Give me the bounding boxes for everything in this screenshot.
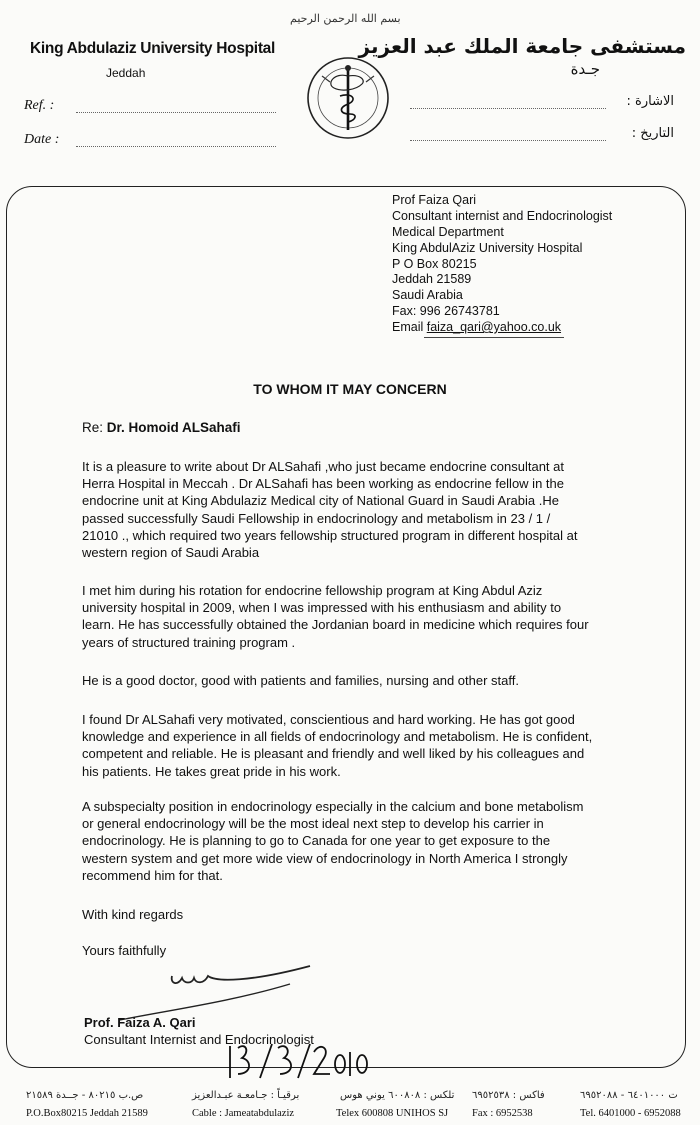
paragraph-line: passed successfully Saudi Fellowship in endocrinology and metabolism in 23 / 1 / — [82, 510, 551, 526]
footer-telex-ar: تلكس : ٦٠٠٨٠٨ يوني هوس — [340, 1090, 455, 1101]
email-link[interactable]: faiza_qari@yahoo.co.uk — [426, 320, 562, 335]
paragraph-line: university hospital in 2009, when I was impressed with his enthusiasm and ability to — [82, 600, 562, 616]
paragraph-line: He is a good doctor, good with patients and families, nursing and other staff. — [82, 673, 519, 688]
paragraph-line: years of structured training program . — [82, 634, 296, 650]
footer-cable-ar: برقيـاً : جـامعـة عبـدالعزيز — [192, 1090, 300, 1101]
paragraph-line: I found Dr ALSahafi very motivated, conscientious and hard working. He has got good — [82, 712, 575, 727]
footer-tel-ar: ت ٦٤٠١٠٠٠ - ٦٩٥٢٠٨٨ — [580, 1090, 678, 1101]
email-underline — [424, 337, 564, 338]
re-name: Dr. Homoid ALSahafi — [106, 420, 241, 435]
footer-pobox-ar: ص.ب ٨٠٢١٥ - جــدة ٢١٥٨٩ — [26, 1090, 144, 1101]
paragraph-line: competent and reliable. He is pleasant and friendly and well liked by his colleagues and — [82, 746, 585, 762]
footer-fax-ar: فاكس : ٦٩٥٢٥٣٨ — [472, 1090, 545, 1101]
sender-line: Jeddah 21589 — [392, 272, 472, 287]
hospital-seal-logo — [304, 54, 392, 142]
footer-telex: Telex 600808 UNIHOS SJ — [336, 1108, 449, 1119]
sender-line: Saudi Arabia — [392, 288, 463, 303]
email-label: Email — [392, 320, 427, 335]
paragraph-line: endocrine unit at King Abdulaziz Medical city of National Guard in Saudi Arabia .He — [82, 493, 559, 509]
paragraph-line: Herra Hospital in Meccah . Dr ALSahafi has been working as endocrine fellow in the — [82, 476, 564, 492]
footer-tel: Tel. 6401000 - 6952088 — [580, 1108, 681, 1119]
sender-line: Medical Department — [392, 224, 504, 239]
footer-cable: Cable : Jameatabdulaziz — [192, 1108, 295, 1119]
re-label: Re: — [82, 420, 107, 435]
paragraph-4 — [82, 711, 642, 780]
sender-address — [392, 193, 612, 336]
paragraph-line: endocrinology. He is planning to go to Canada for one year to get exposure to the — [82, 833, 551, 849]
ref-field-ar[interactable] — [410, 108, 606, 109]
paragraph-5 — [82, 798, 642, 884]
paragraph-line: learn. He has successfully obtained the Jordanian board in medicine which requires four — [82, 617, 589, 633]
date-label-ar: التاريخ : — [631, 126, 674, 141]
hospital-name-ar: مستشفى جامعة الملك عبد العزيز — [358, 34, 686, 58]
letter-heading: TO WHOM IT MAY CONCERN — [253, 381, 447, 397]
closing-regards: With kind regards — [82, 907, 184, 922]
date-label: Date : — [24, 132, 60, 147]
city-ar: جـدة — [570, 60, 600, 78]
sender-line: P O Box 80215 — [392, 256, 477, 271]
paragraph-line: western region of Saudi Arabia — [82, 545, 260, 561]
city-en: Jeddah — [106, 66, 146, 80]
sender-line: King AbdulAziz University Hospital — [392, 240, 583, 255]
sender-line: Fax: 996 26743781 — [392, 304, 500, 319]
sender-line: Prof Faiza Qari — [392, 193, 477, 207]
date-field-ar[interactable] — [410, 140, 606, 141]
hospital-name-en: King Abdulaziz University Hospital — [30, 40, 276, 57]
signer-title: Consultant Internist and Endocrinologist — [84, 1032, 314, 1047]
signer-name: Prof. Faiza A. Qari — [84, 1015, 196, 1030]
paragraph-line: 21010 ., which required two years fellowship structured program in different hospital at — [82, 527, 578, 543]
closing-yours: Yours faithfully — [82, 943, 167, 958]
ref-field[interactable] — [76, 112, 276, 113]
sender-email-line — [392, 320, 612, 336]
date-field[interactable] — [76, 146, 276, 147]
paragraph-line: I met him during his rotation for endocrine fellowship program at King Abdul Aziz — [82, 583, 543, 598]
ref-label: Ref. : — [24, 98, 55, 113]
paragraph-line: recommend him for that. — [82, 867, 223, 883]
paragraph-1 — [82, 458, 642, 561]
footer-pobox: P.O.Box80215 Jeddah 21589 — [26, 1108, 148, 1119]
handwritten-date — [224, 1038, 374, 1082]
paragraph-line: or general endocrinology will be the most ideal next step to develop his carrier in — [82, 816, 544, 832]
paragraph-line: his patients. He takes great pride in his work. — [82, 763, 341, 779]
basmala: بسم الله الرحمن الرحيم — [290, 12, 401, 25]
paragraph-line: western system and get more wide view of endocrinology in North America I strongly — [82, 850, 568, 866]
ref-label-ar: الاشارة : — [626, 94, 674, 109]
footer-fax: Fax : 6952538 — [472, 1108, 533, 1119]
paragraph-2 — [82, 582, 642, 651]
sender-line: Consultant internist and Endocrinologist — [392, 208, 613, 223]
paragraph-3 — [82, 672, 642, 689]
paragraph-line: knowledge and experience in all fields of endocrinology and metabolism. He is confident, — [82, 729, 593, 745]
paragraph-line: A subspecialty position in endocrinology especially in the calcium and bone metabolism — [82, 799, 584, 814]
re-line — [82, 420, 241, 435]
handwritten-signature — [100, 962, 340, 1022]
paragraph-line: It is a pleasure to write about Dr ALSahafi ,who just became endocrine consultant at — [82, 459, 564, 474]
